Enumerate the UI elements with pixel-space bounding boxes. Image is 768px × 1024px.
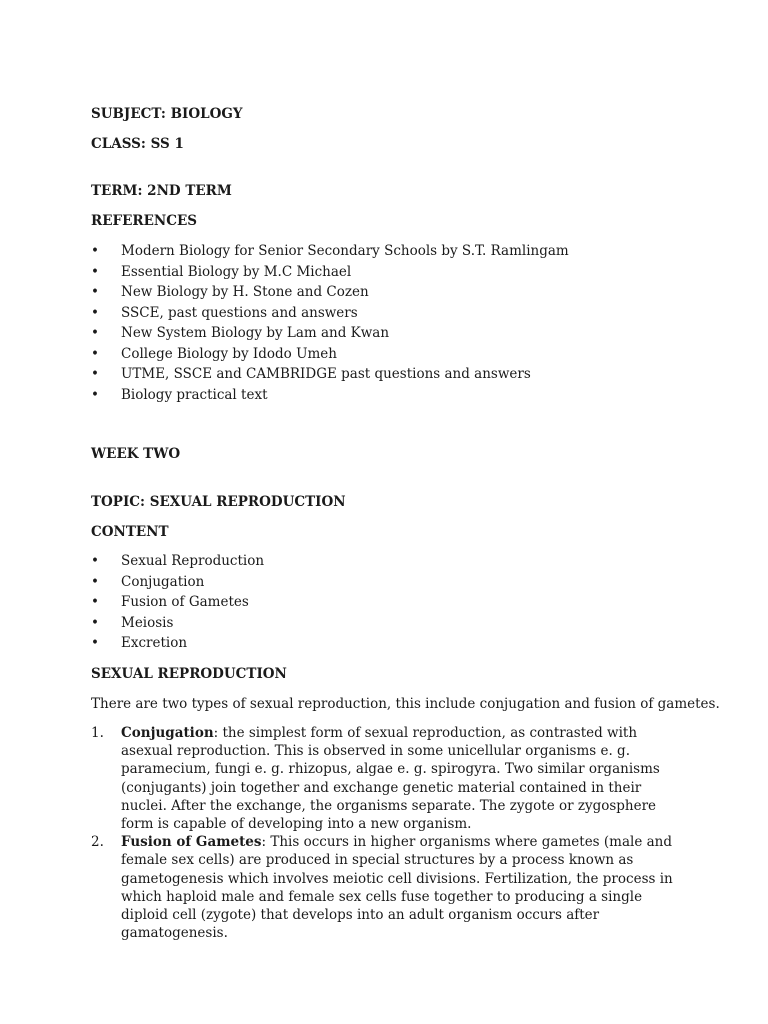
item-description: : This occurs in higher organisms where gametes (male and female sex cells) are produced in special structures by a process known as gametogenesis which involves meiotic cell divisions. Fertilization, the process in which haploid male and female sex cells fuse together to producing a single diploid cell (zygote) that develops into an adult organism occurs after gamatogenesis. [121,834,673,942]
item-term: Conjugation [121,725,214,741]
bullet-icon: • [91,573,99,590]
topic-heading: TOPIC: SEXUAL REPRODUCTION [91,494,346,510]
content-item [91,552,264,573]
class-heading: CLASS: SS 1 [91,136,184,152]
reference-item [91,304,569,325]
reference-item [91,324,569,345]
reference-item [91,345,569,366]
reproduction-type-item [91,833,681,942]
bullet-icon: • [91,345,99,362]
item-term: Fusion of Gametes [121,834,262,851]
reference-item-text: New Biology by H. Stone and Cozen [121,284,369,300]
reference-item [91,242,569,263]
reference-item-text: College Biology by Idodo Umeh [121,345,337,362]
week-heading: WEEK TWO [91,446,181,462]
reference-item-text: SSCE, past questions and answers [121,304,358,321]
bullet-icon: • [91,386,99,403]
reference-item [91,365,569,386]
content-item [91,634,264,655]
bullet-icon: • [91,594,99,610]
reference-item-text: Biology practical text [121,386,268,403]
bullet-icon: • [91,243,99,259]
bullet-icon: • [91,263,99,280]
reference-item [91,283,569,304]
bullet-icon: • [91,635,99,651]
reference-item-text: Modern Biology for Senior Secondary Schools by S.T. Ramlingam [121,243,569,259]
content-item-text: Excretion [121,635,188,651]
reproduction-type-item [91,724,681,833]
content-item-text: Meiosis [121,614,174,631]
types-list [91,724,681,942]
item-number: 1. [91,725,104,741]
content-item-text: Conjugation [121,573,205,590]
reference-item-text: UTME, SSCE and CAMBRIDGE past questions and answers [121,366,531,382]
references-list [91,242,569,406]
content-item [91,573,264,594]
bullet-icon: • [91,325,99,341]
reference-item-text: New System Biology by Lam and Kwan [121,325,390,341]
content-heading: CONTENT [91,524,169,540]
intro-paragraph: There are two types of sexual reproduction, this include conjugation and fusion of gametes. [91,696,720,712]
term-heading: TERM: 2ND TERM [91,183,232,199]
section-heading: SEXUAL REPRODUCTION [91,666,287,682]
content-item [91,593,264,614]
bullet-icon: • [91,553,99,569]
content-list [91,552,264,655]
reference-item [91,386,569,407]
item-description: : the simplest form of sexual reproduction, as contrasted with asexual reproduction. This is observed in some unicellular organisms e. g. paramecium, fungi e. g. rhizopus, algae e. g. spirogyra. Two similar organisms (conjugants) join together and exchange genetic material contained in their nuclei. After the exchange, the organisms separate. The zygote or zygosphere form is capable of developing into a new organism. [121,725,660,833]
bullet-icon: • [91,614,99,631]
subject-heading: SUBJECT: BIOLOGY [91,106,243,122]
content-item-text: Sexual Reproduction [121,553,265,569]
bullet-icon: • [91,366,99,382]
reference-item-text: Essential Biology by M.C Michael [121,263,352,280]
bullet-icon: • [91,304,99,321]
references-heading: REFERENCES [91,213,198,229]
item-number: 2. [91,834,104,851]
bullet-icon: • [91,284,99,300]
reference-item [91,263,569,284]
content-item-text: Fusion of Gametes [121,594,249,610]
content-item [91,614,264,635]
